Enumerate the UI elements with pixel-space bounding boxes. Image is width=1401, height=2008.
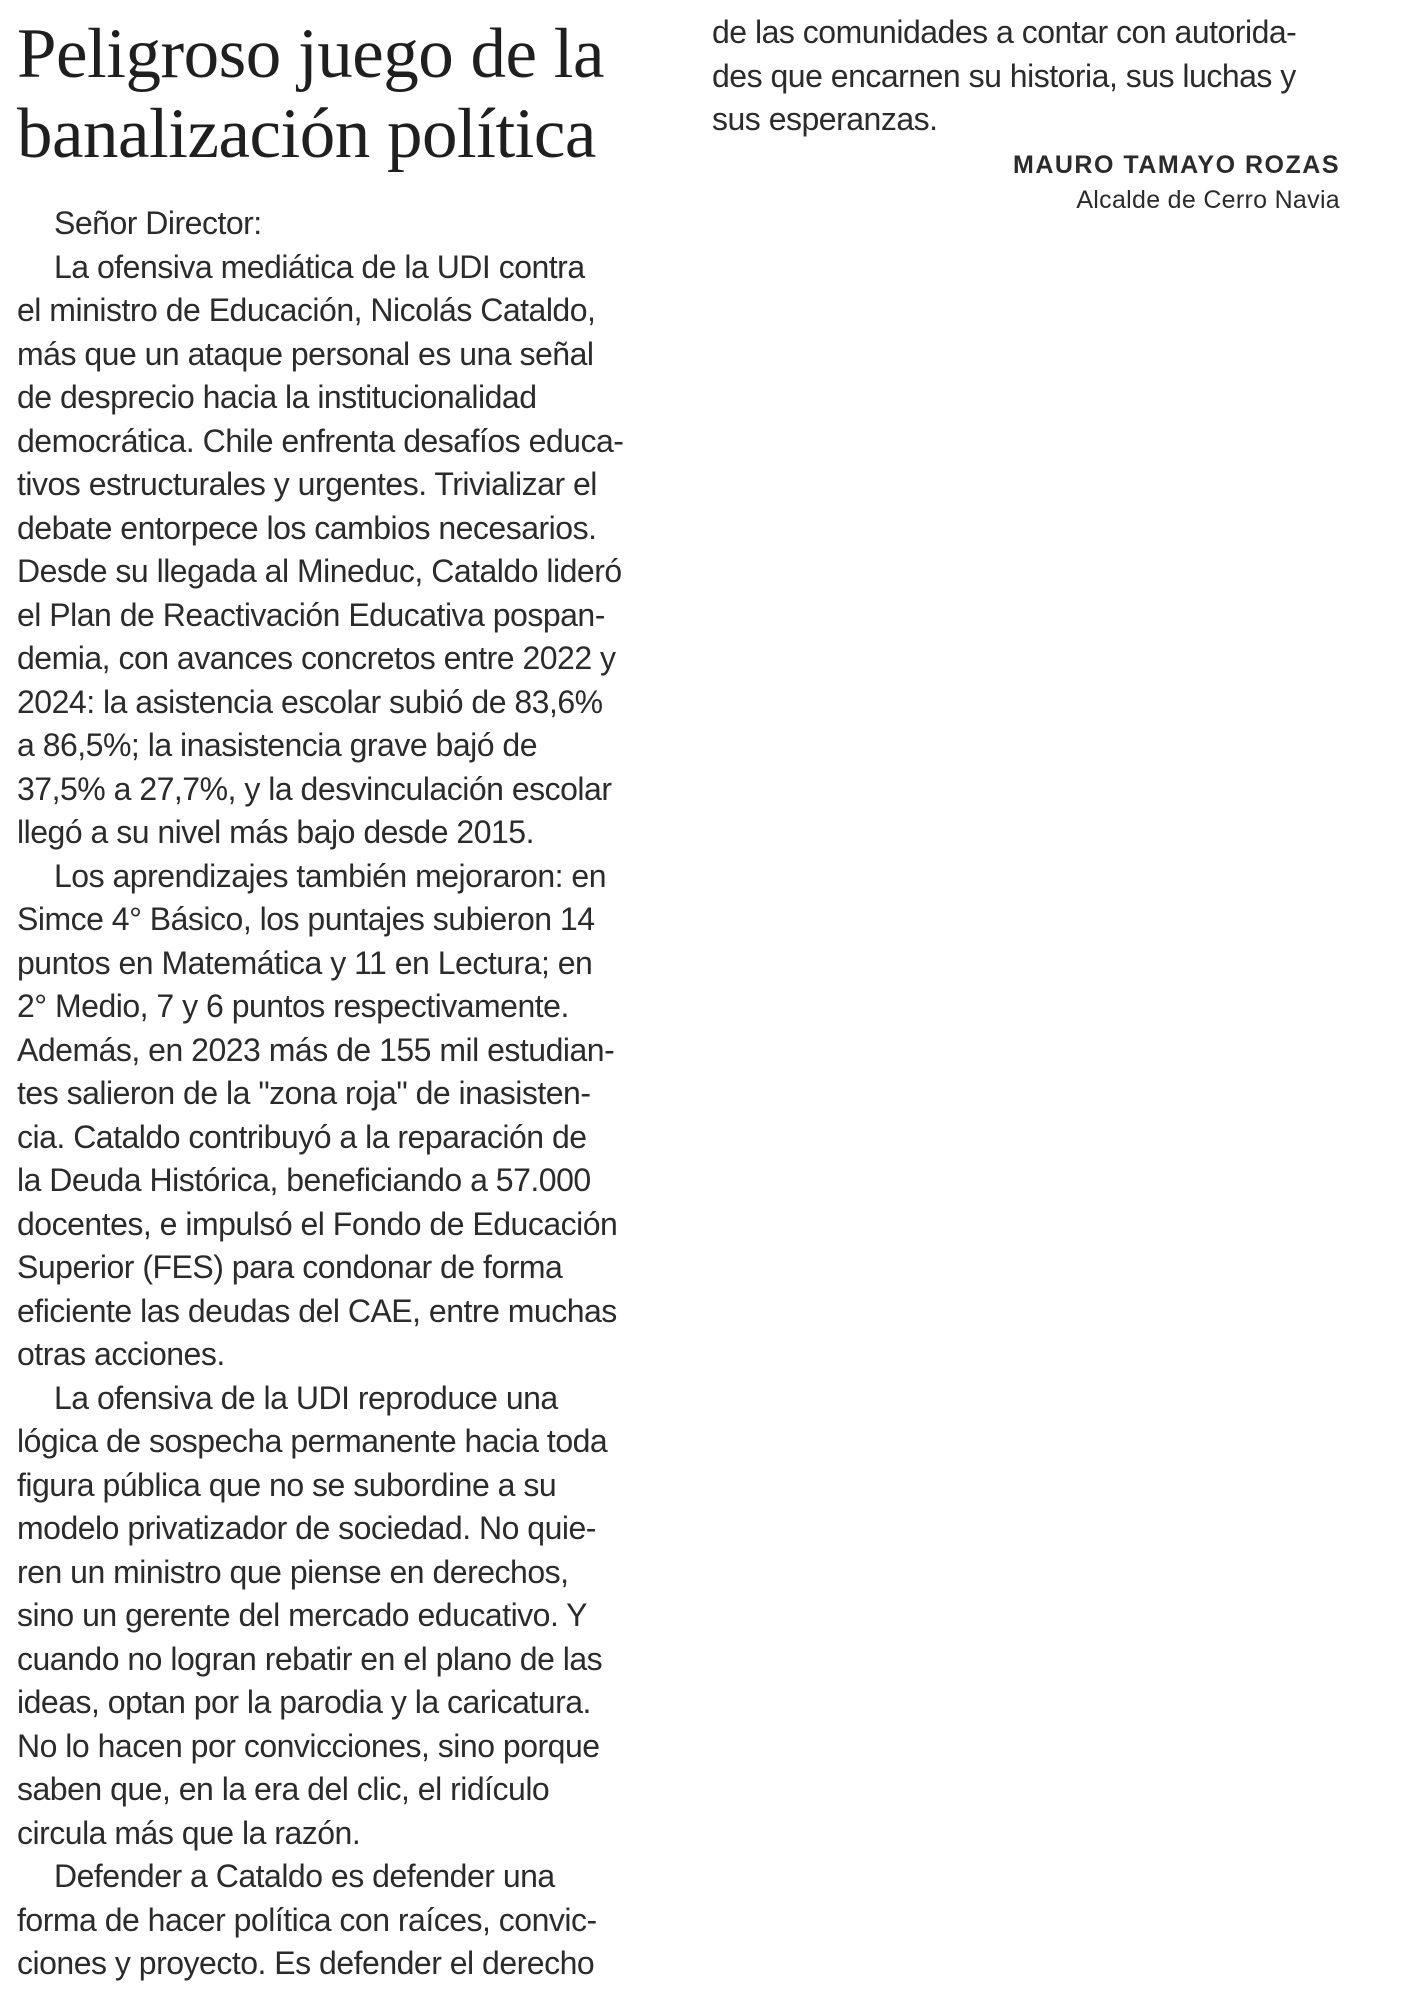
left-column-line: cuando no logran rebatir en el plano de las [17, 1640, 603, 1677]
left-column-line: La ofensiva de la UDI reproduce una [54, 1379, 558, 1416]
left-column-line: Simce 4° Básico, los puntajes subieron 14 [17, 901, 595, 937]
left-column-line: el Plan de Reactivación Educativa pospan- [17, 596, 605, 633]
letter-body-right-column [712, 11, 1352, 142]
headline-block [6, 0, 652, 178]
left-column-line: Los aprendizajes también mejoraron: en [54, 857, 606, 894]
left-column-line: No lo hacen por convicciones, sino porque [17, 1727, 600, 1764]
left-column-line: saben que, en la era del clic, el ridículo [17, 1771, 550, 1807]
left-column-line: Además, en 2023 más de 155 mil estudian- [17, 1031, 615, 1068]
letter-body-left-column [17, 202, 657, 1986]
left-column-line: forma de hacer política con raíces, convic- [17, 1901, 597, 1938]
author-title: Alcalde de Cerro Navia [1076, 186, 1340, 214]
headline-line-2: banalización política [17, 95, 596, 173]
left-column-line: Señor Director: [54, 205, 262, 241]
headline-line-1: Peligroso juego de la [17, 15, 604, 93]
left-column-line: demia, con avances concretos entre 2022 y [17, 640, 616, 676]
right-column-line: sus esperanzas. [712, 101, 938, 137]
left-column-line: cia. Cataldo contribuyó a la reparación de [17, 1118, 587, 1155]
left-column-line: Defender a Cataldo es defender una [54, 1858, 555, 1894]
left-column-line: ciones y proyecto. Es defender el derecho [17, 1945, 595, 1981]
left-column-line: otras acciones. [17, 1336, 225, 1372]
left-column-line: Desde su llegada al Mineduc, Cataldo lideró [17, 553, 622, 589]
left-column-line: la Deuda Histórica, beneficiando a 57.000 [17, 1162, 591, 1198]
left-column-line: ideas, optan por la parodia y la caricatura. [17, 1684, 591, 1720]
left-column-line: sino un gerente del mercado educativo. Y [17, 1597, 588, 1633]
author-name: MAURO TAMAYO ROZAS [1013, 151, 1340, 179]
left-column-line: debate entorpece los cambios necesarios. [17, 509, 597, 546]
left-column-line: de desprecio hacia la institucionalidad [17, 379, 537, 415]
left-column-line: democrática. Chile enfrenta desafíos educa- [17, 422, 624, 459]
left-column-line: tes salieron de la "zona roja" de inasisten- [17, 1075, 591, 1111]
left-column-line: La ofensiva mediática de la UDI contra [54, 248, 585, 285]
left-column-line: modelo privatizador de sociedad. No quie- [17, 1510, 596, 1546]
left-column-line: 2° Medio, 7 y 6 puntos respectivamente. [17, 988, 569, 1024]
left-column-line: circula más que la razón. [17, 1814, 361, 1851]
left-column-line: figura pública que no se subordine a su [17, 1466, 557, 1503]
left-column-line: lógica de sospecha permanente hacia toda [17, 1423, 608, 1459]
left-column-line: llegó a su nivel más bajo desde 2015. [17, 814, 534, 850]
left-column-line: puntos en Matemática y 11 en Lectura; en [17, 944, 593, 981]
left-column-line: más que un ataque personal es una señal [17, 335, 594, 372]
left-column-line: tivos estructurales y urgentes. Trivializar el [17, 466, 597, 502]
letter-signature [1010, 148, 1340, 218]
right-column-line: de las comunidades a contar con autorida- [712, 14, 1297, 50]
left-column-line: 37,5% a 27,7%, y la desvinculación escolar [17, 770, 612, 807]
right-column-line: des que encarnen su historia, sus luchas y [712, 57, 1296, 94]
left-column-line: eficiente las deudas del CAE, entre muchas [17, 1292, 617, 1329]
left-column-line: a 86,5%; la inasistencia grave bajó de [17, 727, 538, 763]
left-column-line: ren un ministro que piense en derechos, [17, 1553, 569, 1590]
left-column-line: docentes, e impulsó el Fondo de Educación [17, 1205, 618, 1242]
left-column-line: 2024: la asistencia escolar subió de 83,6% [17, 683, 603, 720]
headline [6, 0, 652, 174]
left-column-line: Superior (FES) para condonar de forma [17, 1249, 563, 1285]
left-column-line: el ministro de Educación, Nicolás Cataldo, [17, 292, 596, 328]
